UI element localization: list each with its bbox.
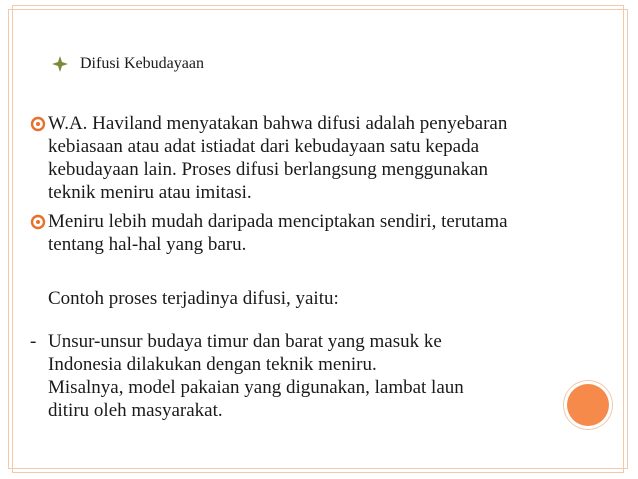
- example-line: ditiru oleh masyarakat.: [48, 400, 223, 421]
- bullet-item-haviland: [30, 112, 507, 204]
- example-paragraph: [48, 330, 464, 422]
- diamond-bullet-icon: [52, 56, 68, 72]
- bullet-line: kebiasaan atau adat istiadat dari kebudayaan satu kepada: [48, 136, 479, 157]
- dash-marker: -: [30, 331, 37, 352]
- fleuron-bullet-icon: [30, 214, 46, 230]
- bullet-line: kebudayaan lain. Proses difusi berlangsung menggunakan: [48, 159, 489, 180]
- bullet-item-meniru: [30, 210, 508, 256]
- bullet-line: teknik meniru atau imitasi.: [48, 182, 252, 203]
- example-line: Indonesia dilakukan dengan teknik meniru.: [48, 354, 377, 375]
- bullet-line: tentang hal-hal yang baru.: [48, 234, 247, 255]
- bullet-line: W.A. Haviland menyatakan bahwa difusi adalah penyebaran: [48, 113, 508, 134]
- example-line: Unsur-unsur budaya timur dan barat yang masuk ke: [48, 331, 442, 352]
- example-line: Misalnya, model pakaian yang digunakan, lambat laun: [48, 377, 464, 398]
- subheading-text: Difusi Kebudayaan: [80, 55, 204, 72]
- bullet-line: Meniru lebih mudah daripada menciptakan sendiri, terutama: [48, 211, 508, 232]
- example-intro: Contoh proses terjadinya difusi, yaitu:: [48, 288, 339, 309]
- subheading: [52, 55, 204, 73]
- fleuron-bullet-icon: [30, 116, 46, 132]
- accent-circle: [567, 384, 609, 426]
